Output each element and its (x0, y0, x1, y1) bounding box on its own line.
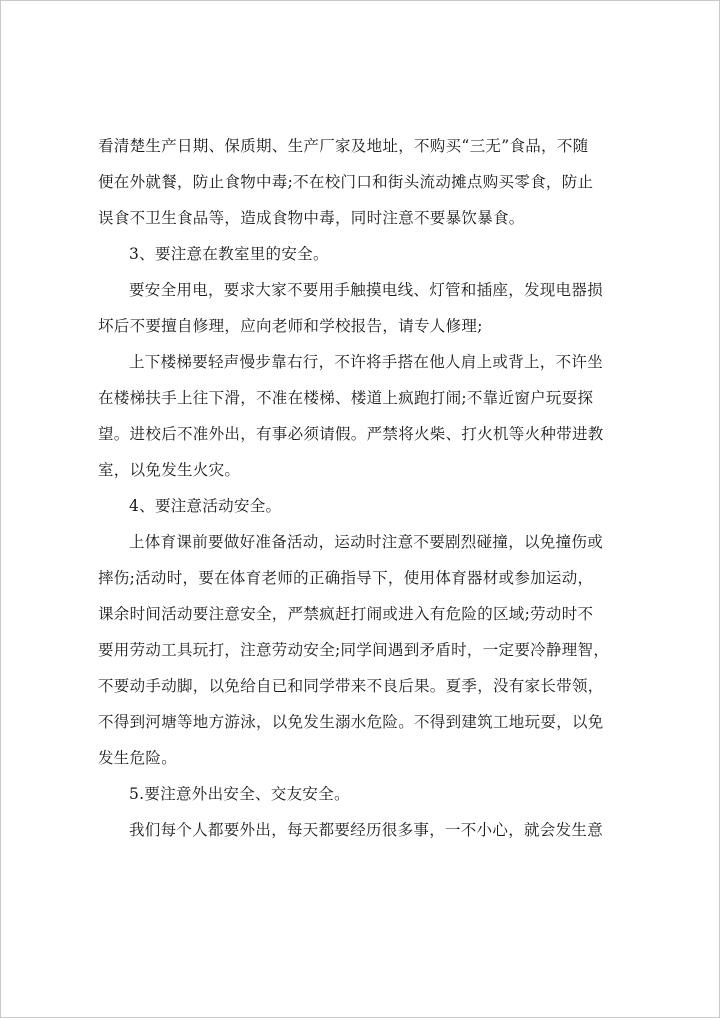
text-line: 发生危险。 (98, 749, 178, 767)
document-body (98, 128, 610, 848)
text-line: 坏后不要擅自修理，应向老师和学校报告，请专人修理; (98, 317, 483, 335)
text-line: 室，以免发生火灾。 (98, 461, 241, 479)
text-line: 在楼梯扶手上往下滑，不准在楼梯、楼道上疯跑打闹;不靠近窗户玩耍探 (98, 389, 594, 407)
text-line: 上下楼梯要轻声慢步靠右行，不许将手搭在他人肩上或背上，不许坐 (129, 353, 604, 371)
text-line: 不要动手动脚，以免给自已和同学带来不良后果。夏季，没有家长带领， (98, 677, 604, 695)
text-line: 课余时间活动要注意安全，严禁疯赶打闹或进入有危险的区域;劳动时不 (98, 605, 594, 623)
section-heading: 5.要注意外出安全、交友安全。 (129, 785, 350, 803)
text-line: 要用劳动工具玩打，注意劳动安全;同学间遇到矛盾时，一定要冷静理智， (98, 641, 610, 659)
text-line: 误食不卫生食品等，造成食物中毒，同时注意不要暴饮暴食。 (98, 209, 525, 227)
text-line: 上体育课前要做好准备活动，运动时注意不要剧烈碰撞，以免撞伤或 (129, 533, 604, 551)
text-line: 看清楚生产日期、保质期、生产厂家及地址，不购买“三无”食品，不随 (98, 137, 589, 155)
section-heading: 3、要注意在教室里的安全。 (129, 245, 329, 263)
text-line: 要安全用电，要求大家不要用手触摸电线、灯管和插座，发现电器损 (129, 281, 604, 299)
text-line: 望。进校后不准外出，有事必须请假。严禁将火柴、打火机等火种带进教 (98, 425, 604, 443)
section-heading: 4、要注意活动安全。 (129, 497, 282, 515)
text-line: 我们每个人都要外出，每天都要经历很多事，一不小心，就会发生意 (129, 821, 604, 839)
text-line: 不得到河塘等地方游泳，以免发生溺水危险。不得到建筑工地玩耍，以免 (98, 713, 604, 731)
text-line: 便在外就餐，防止食物中毒;不在校门口和街头流动摊点购买零食，防止 (98, 173, 594, 191)
text-line: 摔伤;活动时，要在体育老师的正确指导下，使用体育器材或参加运动， (98, 569, 594, 587)
